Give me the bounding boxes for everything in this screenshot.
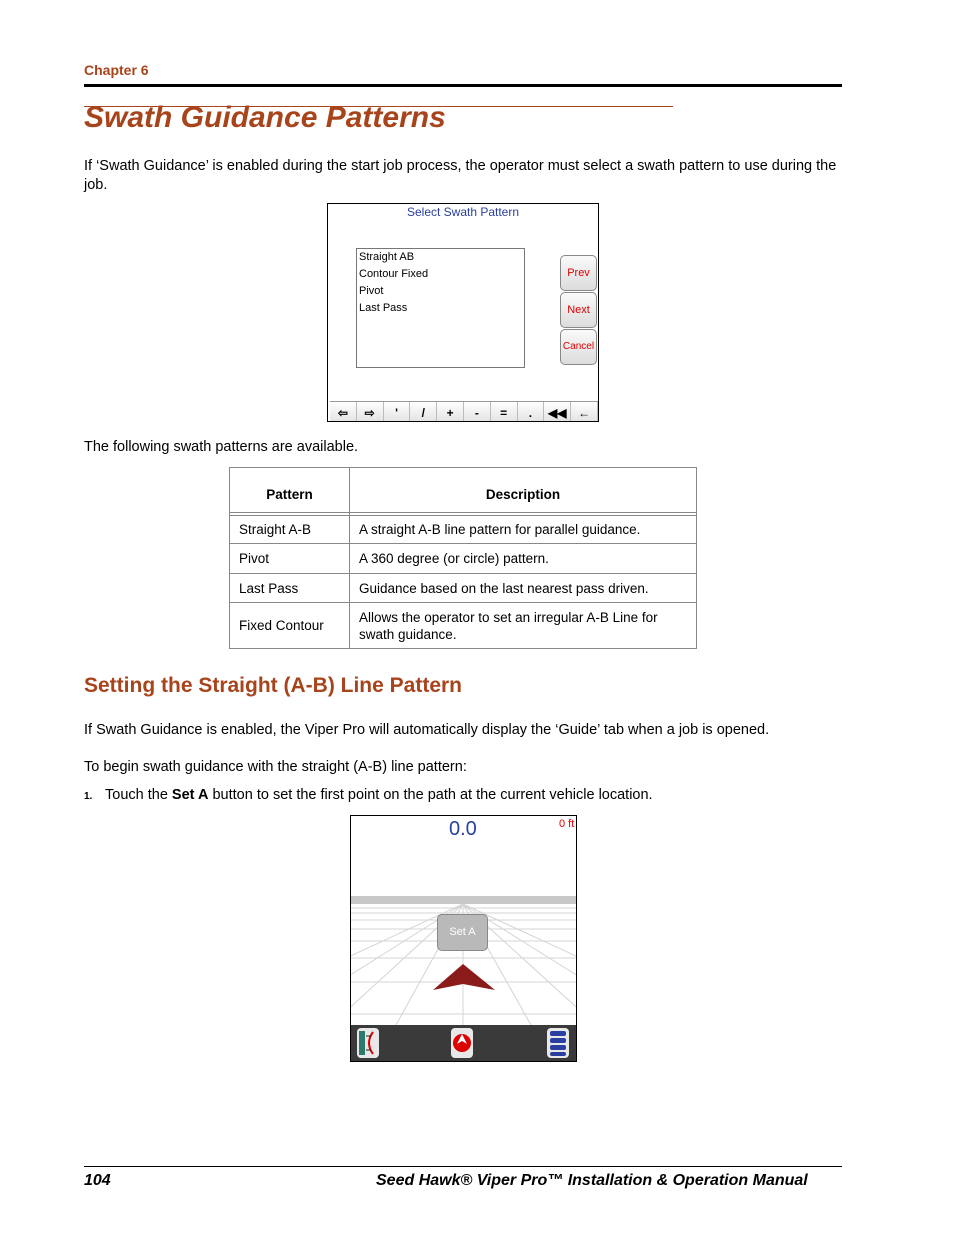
equals-key[interactable]: = — [491, 402, 518, 422]
table-row — [230, 603, 697, 649]
patterns-table — [229, 467, 697, 649]
slash-key[interactable]: / — [410, 402, 437, 422]
intro-paragraph: If ‘Swath Guidance’ is enabled during the start job process, the operator must select a swath pattern to use during the job. — [84, 158, 837, 193]
minus-key[interactable]: - — [464, 402, 491, 422]
column-header-description: Description — [350, 468, 697, 513]
page-title: Swath Guidance Patterns — [84, 101, 446, 134]
column-header-pattern: Pattern — [230, 468, 350, 513]
speed-readout: 0.0 — [449, 818, 477, 840]
page-number: 104 — [84, 1172, 111, 1189]
plus-key[interactable]: + — [437, 402, 464, 422]
pattern-cell: Straight A-B — [230, 516, 350, 544]
period-key[interactable]: . — [518, 402, 545, 422]
pattern-cell: Fixed Contour — [230, 603, 350, 649]
list-item[interactable]: Pivot — [359, 285, 384, 297]
list-item[interactable]: Contour Fixed — [359, 268, 429, 280]
next-button[interactable]: Next — [560, 292, 597, 328]
guide-screen — [350, 815, 577, 1062]
backspace-key[interactable]: ← — [571, 402, 598, 422]
swath-pattern-icon[interactable] — [357, 1028, 379, 1058]
pattern-cell: Pivot — [230, 544, 350, 574]
manual-title: Seed Hawk® Viper Pro™ Installation & Operation Manual — [376, 1172, 808, 1189]
footer-rule — [84, 1166, 842, 1167]
bottom-toolbar — [351, 1025, 576, 1061]
step-1 — [84, 786, 844, 806]
table-row — [230, 516, 697, 544]
keypad-row — [330, 401, 598, 422]
step-number: 1. — [84, 791, 93, 802]
list-item[interactable]: Last Pass — [359, 302, 408, 314]
step-text-post: button to set the first point on the path at the current vehicle location. — [208, 787, 653, 803]
right-arrow-key[interactable]: ⇨ — [357, 402, 384, 422]
section-paragraph: If Swath Guidance is enabled, the Viper Pro will automatically display the ‘Guide’ tab when a job is opened. — [84, 722, 770, 738]
table-row — [230, 544, 697, 574]
step-text-bold: Set A — [171, 787, 209, 803]
prev-button[interactable]: Prev — [560, 255, 597, 291]
left-arrow-key[interactable]: ⇦ — [330, 402, 357, 422]
screen-title: Select Swath Pattern — [406, 205, 520, 219]
apostrophe-key[interactable]: ' — [384, 402, 411, 422]
set-a-button[interactable]: Set A — [437, 914, 488, 951]
steering-icon[interactable] — [451, 1028, 473, 1058]
list-item[interactable]: Straight AB — [359, 251, 415, 263]
table-row — [230, 574, 697, 603]
clear-key[interactable]: ◀◀ — [544, 402, 571, 422]
distance-readout: 0 ft — [559, 818, 575, 830]
description-cell: Allows the operator to set an irregular A-B Line for swath guidance. — [350, 603, 697, 649]
section-heading: Setting the Straight (A-B) Line Pattern — [84, 674, 462, 697]
menu-icon[interactable] — [547, 1028, 569, 1058]
chapter-label: Chapter 6 — [84, 62, 149, 78]
available-text: The following swath patterns are available. — [84, 439, 359, 455]
description-cell: A straight A-B line pattern for parallel guidance. — [350, 516, 697, 544]
cancel-button[interactable]: Cancel — [560, 329, 597, 365]
pattern-cell: Last Pass — [230, 574, 350, 603]
pattern-list — [356, 248, 525, 368]
select-swath-pattern-screen — [327, 203, 599, 422]
begin-text: To begin swath guidance with the straight (A-B) line pattern: — [84, 759, 467, 775]
header-rule — [84, 84, 842, 87]
description-cell: Guidance based on the last nearest pass driven. — [350, 574, 697, 603]
description-cell: A 360 degree (or circle) pattern. — [350, 544, 697, 574]
table-header-row — [230, 468, 697, 513]
step-text-pre: Touch the — [105, 787, 172, 803]
